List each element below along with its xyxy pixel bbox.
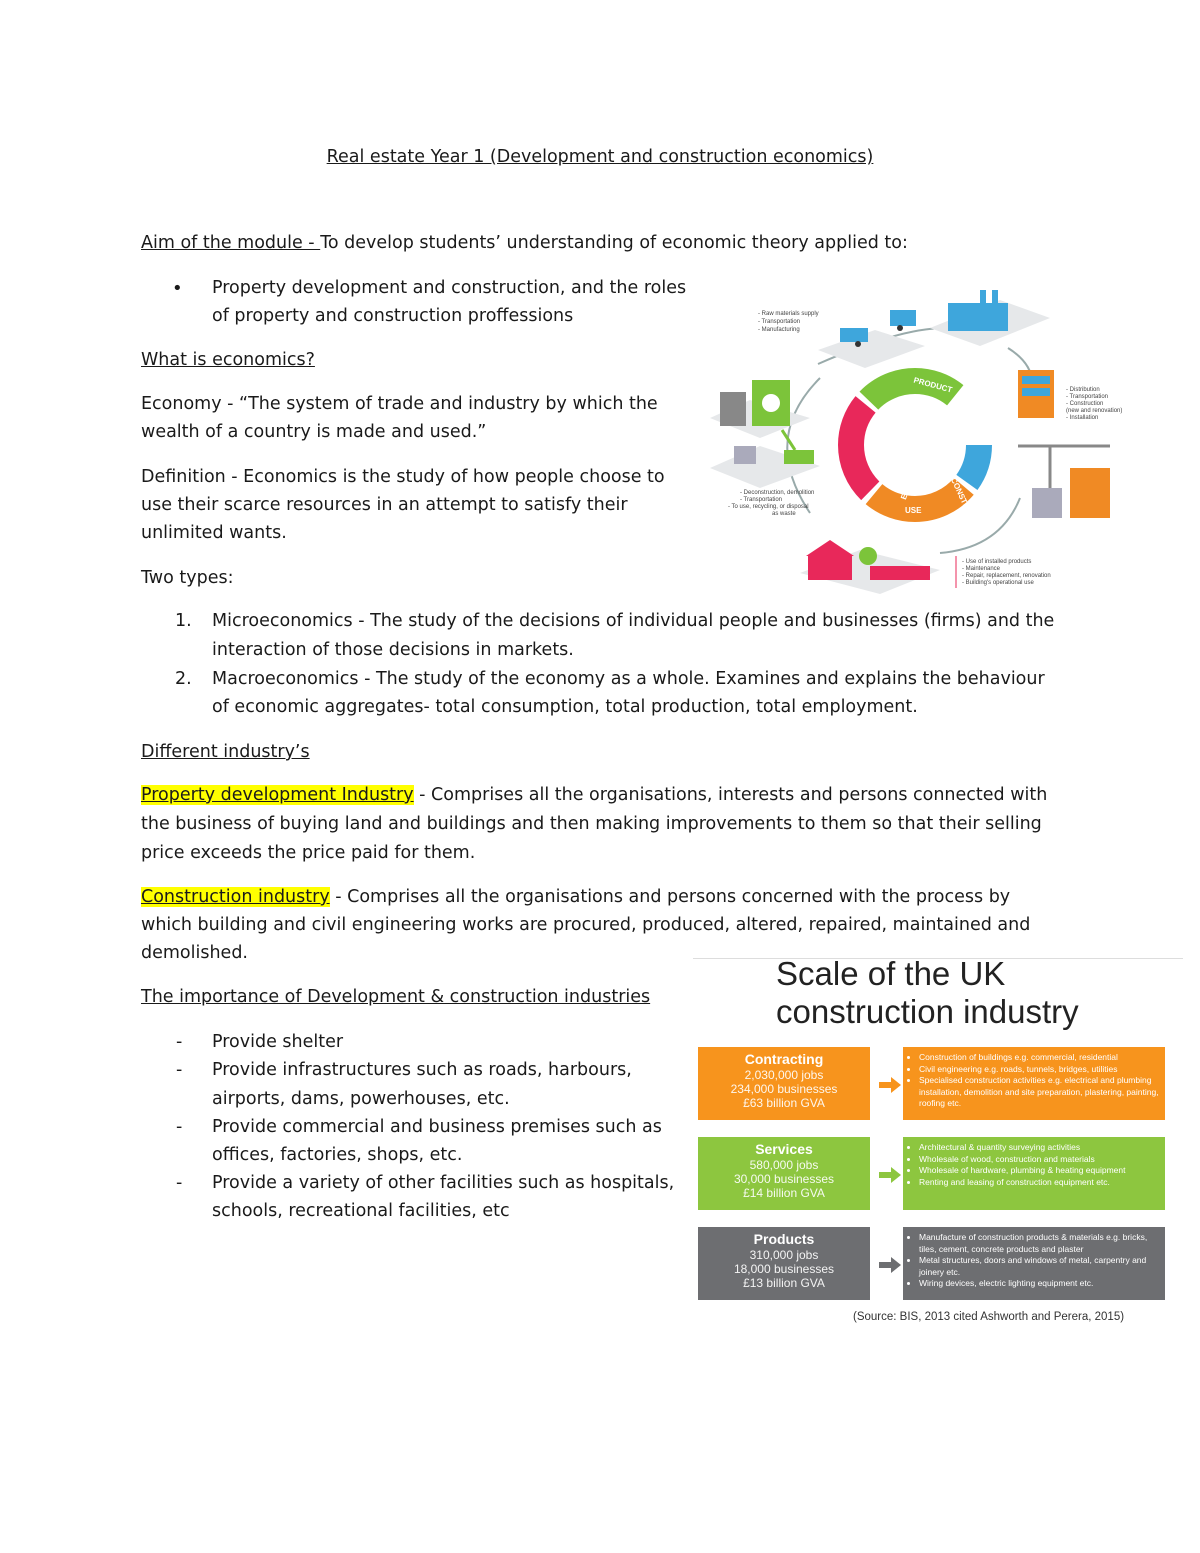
contracting-detail-3: • Specialised construction activities e.g. electrical and plumbing installation, demolition and site preparation, plastering, painting, roofing etc.: [919, 1075, 1159, 1110]
contracting-heading: Contracting: [744, 1051, 824, 1067]
aim-paragraph: [141, 229, 908, 258]
definition-line3: unlimited wants.: [141, 523, 287, 543]
products-detail-3: • Wiring devices, electric lighting equipment etc.: [919, 1278, 1159, 1290]
aim-bullet-line1: Property development and construction, and the roles: [212, 278, 687, 298]
note-br-4: - Building's operational use: [962, 580, 1034, 586]
products-heading: Products: [753, 1231, 815, 1247]
contracting-jobs: 2,030,000 jobs: [744, 1068, 824, 1082]
note-right-1: - Distribution: [1066, 387, 1100, 393]
importance-item-1: Provide shelter: [212, 1032, 344, 1052]
importance-item-2-cont: airports, dams, powerhouses, etc.: [212, 1089, 510, 1109]
contracting-gva: £63 billion GVA: [743, 1096, 825, 1110]
property-dev-line2: the business of buying land and buildings and then making improvements to them so that their selling: [141, 814, 1042, 834]
aim-bullet-line2: of property and construction proffessions: [212, 306, 574, 326]
microeconomics-line2: interaction of those decisions in markets.: [212, 640, 574, 660]
ring-label-end-of-life: END OF LIFE: [899, 450, 925, 501]
note-right-2: - Transportation: [1066, 394, 1109, 400]
note-bl-3: - To use, recycling, or disposal: [728, 504, 809, 510]
list-number: 2.: [175, 669, 192, 689]
products-detail-1: • Manufacture of construction products & materials e.g. bricks, tiles, cement, concrete products and plaster: [919, 1232, 1159, 1255]
products-businesses: 18,000 businesses: [733, 1262, 835, 1276]
dash-bullet: -: [176, 1060, 183, 1080]
scale-table-figure: [693, 955, 1183, 1340]
services-heading: Services: [755, 1141, 813, 1157]
property-dev-line1: [141, 781, 1047, 810]
note-bl-1: - Deconstruction, demolition: [740, 490, 815, 496]
importance-item-4-cont: schools, recreational facilities, etc: [212, 1201, 510, 1221]
note-bl-2: - Transportation: [740, 497, 783, 503]
contracting-detail-2: • Civil engineering e.g. roads, tunnels, bridges, utilities: [919, 1064, 1159, 1076]
factory-illustration: [930, 290, 1050, 346]
construction-line3: demolished.: [141, 943, 248, 963]
products-gva: £13 billion GVA: [743, 1276, 825, 1290]
note-br-1: - Use of installed products: [962, 559, 1032, 565]
services-detail-4: • Renting and leasing of construction equipment etc.: [919, 1177, 1159, 1189]
bullet-icon: •: [172, 278, 183, 299]
macroeconomics-line2: of economic aggregates- total consumption, total production, total employment.: [212, 697, 918, 717]
construction-line2: which building and civil engineering works are procured, produced, altered, repaired, maintained and: [141, 915, 1031, 935]
services-businesses: 30,000 businesses: [733, 1172, 835, 1186]
importance-item-3: Provide commercial and business premises such as: [212, 1117, 662, 1137]
definition-line1: Definition - Economics is the study of how people choose to: [141, 467, 665, 487]
macroeconomics-line1: Macroeconomics - The study of the economy as a whole. Examines and explains the behaviour: [212, 669, 1045, 689]
note-top-1: - Raw materials supply: [758, 311, 819, 317]
services-gva: £14 billion GVA: [743, 1186, 825, 1200]
ring-label-product: PRODUCT: [912, 375, 954, 395]
aim-text: To develop students’ understanding of economic theory applied to:: [320, 233, 908, 253]
scale-title-line1: Scale of the UK: [776, 955, 1006, 992]
scale-source: (Source: BIS, 2013 cited Ashworth and Perera, 2015): [853, 1311, 1125, 1323]
recycling-illustration: [710, 380, 810, 438]
construction-line1: [141, 883, 1010, 912]
dash-bullet: -: [176, 1117, 183, 1137]
note-bl-4: as waste: [772, 511, 796, 517]
definition-line2: use their scarce resources in an attempt to satisfy their: [141, 495, 628, 515]
lifecycle-figure: [700, 288, 1180, 598]
importance-heading: The importance of Development & construction industries: [141, 987, 651, 1007]
property-dev-line3: price exceeds the price paid for them.: [141, 843, 476, 863]
crane-illustration: [1018, 446, 1110, 518]
services-detail-2: • Wholesale of wood, construction and materials: [919, 1154, 1159, 1166]
lifecycle-diagram: [700, 288, 1180, 598]
microeconomics-line1: Microeconomics - The study of the decisions of individual people and businesses (firms) and the: [212, 611, 1055, 631]
products-jobs: 310,000 jobs: [749, 1248, 819, 1262]
contracting-details: [903, 1047, 1165, 1120]
services-detail-3: • Wholesale of hardware, plumbing & heating equipment: [919, 1165, 1159, 1177]
products-box: [698, 1227, 870, 1300]
economy-line2: wealth of a country is made and used.”: [141, 422, 487, 442]
services-box: [698, 1137, 870, 1210]
note-right-4: (new and renovation): [1066, 408, 1123, 414]
property-dev-text: - Comprises all the organisations, interests and persons connected with: [413, 785, 1048, 805]
services-detail-1: • Architectural & quantity surveying activities: [919, 1142, 1159, 1154]
importance-item-3-cont: offices, factories, shops, etc.: [212, 1145, 463, 1165]
contracting-box: [698, 1047, 870, 1120]
scale-title-line2: construction industry: [776, 993, 1079, 1030]
products-detail-2: • Metal structures, doors and windows of metal, carpentry and joinery etc.: [919, 1255, 1159, 1278]
dash-bullet: -: [176, 1032, 183, 1052]
page-title: Real estate Year 1 (Development and construction economics): [326, 147, 874, 167]
products-details: [903, 1227, 1165, 1300]
construction-text: - Comprises all the organisations and persons concerned with the process by: [329, 887, 1011, 907]
note-top-3: - Manufacturing: [758, 327, 800, 333]
importance-item-2: Provide infrastructures such as roads, harbours,: [212, 1060, 632, 1080]
ring-label-construction: CONSTRUCTION: [948, 476, 985, 539]
property-dev-label: Property development Industry: [141, 785, 414, 805]
aim-label: Aim of the module -: [141, 233, 321, 253]
distribution-illustration: [1018, 370, 1054, 418]
arrow-right-icon: [879, 1077, 901, 1093]
contracting-businesses: 234,000 businesses: [730, 1082, 838, 1096]
arrow-right-icon: [879, 1167, 901, 1183]
raw-materials-illustration: [818, 310, 925, 368]
economy-line1: Economy - “The system of trade and industry by which the: [141, 394, 658, 414]
house-illustration: [800, 540, 940, 594]
what-is-economics-heading: What is economics?: [141, 350, 315, 370]
note-br-2: - Maintenance: [962, 566, 1001, 572]
note-right-5: - Installation: [1066, 415, 1099, 421]
construction-label: Construction industry: [141, 887, 330, 907]
services-details: [903, 1137, 1165, 1210]
different-industries-heading: Different industry’s: [141, 742, 310, 762]
note-top-2: - Transportation: [758, 319, 801, 325]
list-number: 1.: [175, 611, 192, 631]
note-br-3: - Repair, replacement, renovation: [962, 573, 1051, 579]
two-types-label: Two types:: [141, 568, 234, 588]
note-right-3: - Construction: [1066, 401, 1104, 407]
dash-bullet: -: [176, 1173, 183, 1193]
contracting-detail-1: • Construction of buildings e.g. commercial, residential: [919, 1052, 1159, 1064]
services-jobs: 580,000 jobs: [749, 1158, 819, 1172]
ring-label-use: USE: [905, 506, 922, 515]
demolition-illustration: [710, 430, 820, 488]
importance-item-4: Provide a variety of other facilities such as hospitals,: [212, 1173, 675, 1193]
arrow-right-icon: [879, 1257, 901, 1273]
